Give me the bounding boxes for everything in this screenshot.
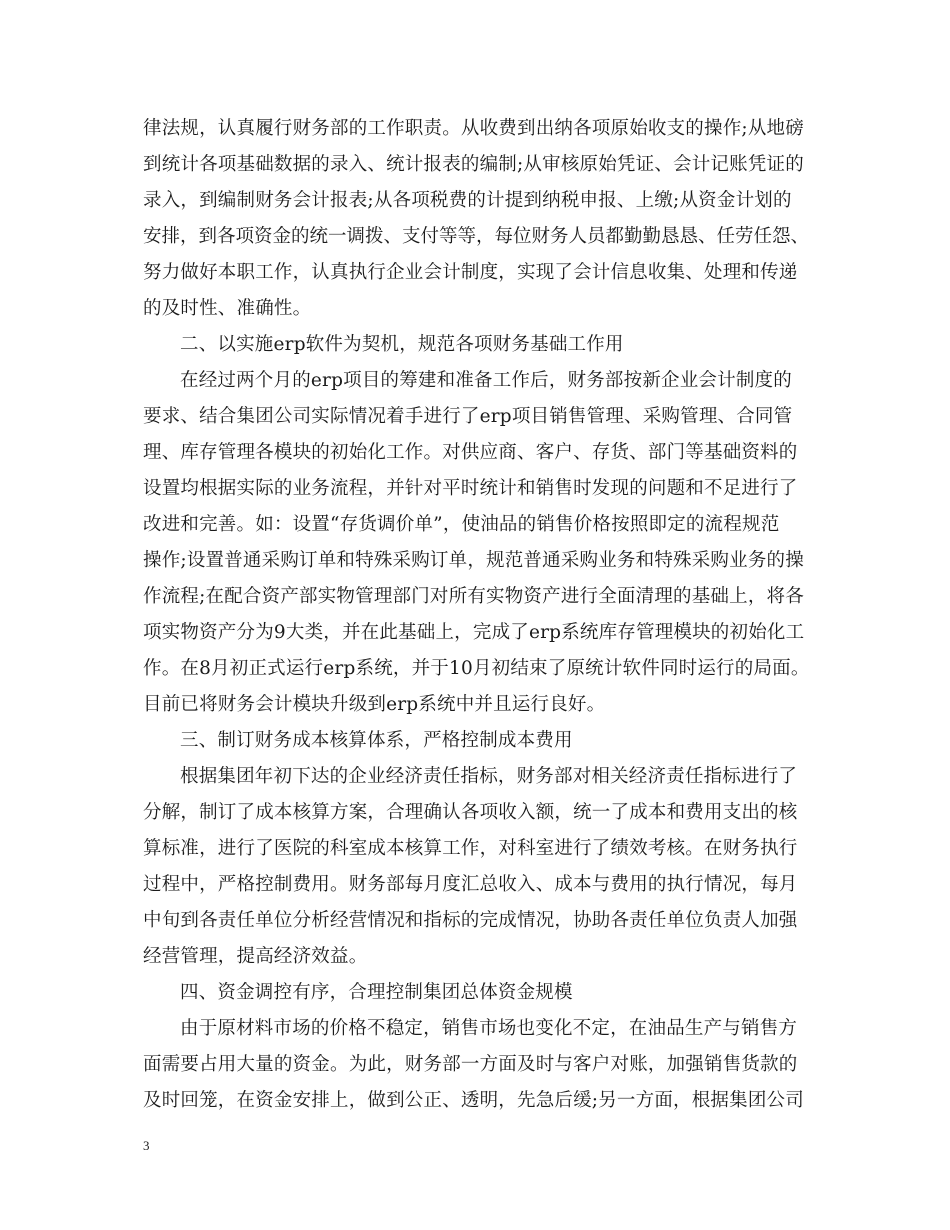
paragraph-line: 中旬到各责任单位分析经营情况和指标的完成情况，协助各责任单位负责人加强: [143, 910, 798, 931]
paragraph-line: 安排，到各项资金的统一调拨、支付等等，每位财务人员都勤勤恳恳、任劳任怨、: [143, 226, 810, 247]
paragraph-line: 录入，到编制财务会计报表;从各项税费的计提到纳税申报、上缴;从资金计划的: [143, 190, 792, 211]
paragraph-line: 努力做好本职工作，认真执行企业会计制度，实现了会计信息收集、处理和传递: [143, 262, 798, 283]
section-heading: 三、制订财务成本核算体系，严格控制成本费用: [180, 730, 573, 751]
page-number: 3: [143, 1138, 150, 1153]
paragraph-line: 的及时性、准确性。: [143, 298, 312, 319]
paragraph-line: 分解，制订了成本核算方案，合理确认各项收入额，统一了成本和费用支出的核: [143, 802, 798, 823]
paragraph-line: 根据集团年初下达的企业经济责任指标，财务部对相关经济责任指标进行了: [180, 766, 798, 787]
paragraph-line: 算标准，进行了医院的科室成本核算工作，对科室进行了绩效考核。在财务执行: [143, 838, 798, 859]
section-heading: 二、以实施erp软件为契机，规范各项财务基础工作用: [180, 334, 624, 355]
paragraph-line: 由于原材料市场的价格不稳定，销售市场也变化不定，在油品生产与销售方: [180, 1018, 798, 1039]
paragraph-line: 要求、结合集团公司实际情况着手进行了erp项目销售管理、采购管理、合同管: [143, 406, 793, 427]
section-heading: 四、资金调控有序，合理控制集团总体资金规模: [180, 982, 573, 1003]
paragraph-line: 操作;设置普通采购订单和特殊采购订单，规范普通采购业务和特殊采购业务的操: [143, 550, 804, 571]
paragraph-line: 作流程;在配合资产部实物管理部门对所有实物资产进行全面清理的基础上，将各: [143, 586, 804, 607]
paragraph-line: 过程中，严格控制费用。财务部每月度汇总收入、成本与费用的执行情况，每月: [143, 874, 798, 895]
paragraph-line: 经营管理，提高经济效益。: [143, 946, 368, 967]
paragraph-line: 及时回笼，在资金安排上，做到公正、透明，先急后缓;另一方面，根据集团公司: [143, 1090, 804, 1111]
paragraph-line: 项实物资产分为9大类，并在此基础上，完成了erp系统库存管理模块的初始化工: [143, 622, 805, 643]
paragraph-line: 理、库存管理各模块的初始化工作。对供应商、客户、存货、部门等基础资料的: [143, 442, 798, 463]
paragraph-line: 在经过两个月的erp项目的筹建和准备工作后，财务部按新企业会计制度的: [180, 370, 792, 391]
paragraph-line: 到统计各项基础数据的录入、统计报表的编制;从审核原始凭证、会计记账凭证的: [143, 154, 804, 175]
paragraph-line: 改进和完善。如：设置“存货调价单”，使油品的销售价格按照即定的流程规范: [143, 514, 780, 535]
paragraph-line: 面需要占用大量的资金。为此，财务部一方面及时与客户对账，加强销售货款的: [143, 1054, 798, 1075]
paragraph-line: 目前已将财务会计模块升级到erp系统中并且运行良好。: [143, 694, 606, 715]
paragraph-line: 律法规，认真履行财务部的工作职责。从收费到出纳各项原始收支的操作;从地磅: [143, 118, 804, 139]
paragraph-line: 设置均根据实际的业务流程，并针对平时统计和销售时发现的问题和不足进行了: [143, 478, 798, 499]
paragraph-line: 作。在8月初正式运行erp系统，并于10月初结束了原统计软件同时运行的局面。: [143, 658, 810, 679]
